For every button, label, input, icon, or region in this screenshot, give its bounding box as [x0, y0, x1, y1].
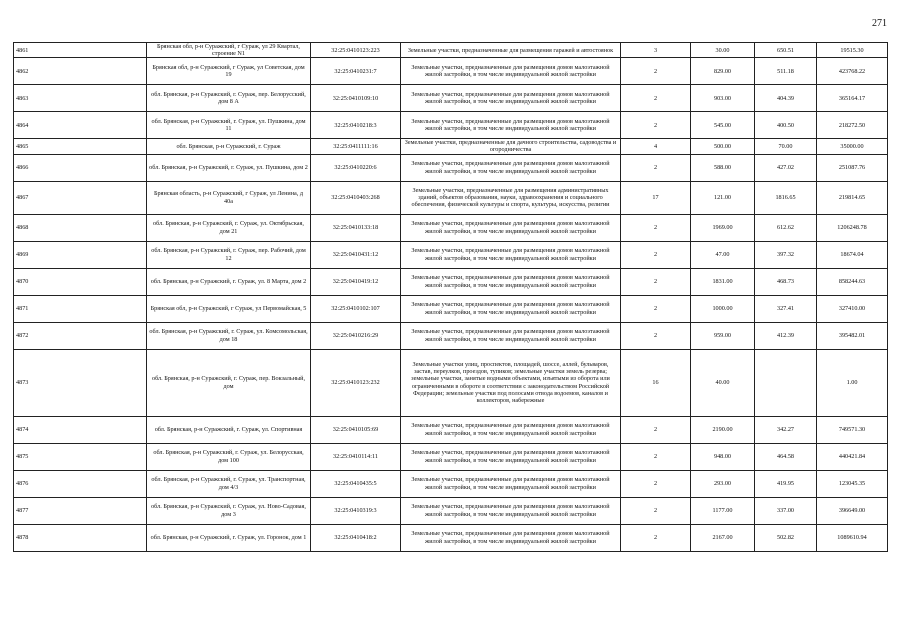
cadastral-number-cell: 32:25:0410123:223	[311, 43, 401, 58]
cadastral-number-cell: 32:25:0410133:18	[311, 214, 401, 241]
row-number: 4874	[14, 416, 147, 443]
land-use-cell: Земельные участки, предназначенные для размещения домов малоэтажной жилой застройки, в том числе индивидуальной жилой застройки	[401, 154, 621, 181]
table-row	[14, 43, 888, 58]
land-use-cell: Земельные участки, предназначенные для размещения домов малоэтажной жилой застройки, в том числе индивидуальной жилой застройки	[401, 85, 621, 112]
row-number: 4861	[14, 43, 147, 58]
table-row	[14, 295, 888, 322]
cadastral-value-cell: 327410.00	[817, 295, 888, 322]
specific-value-cell: 404.39	[755, 85, 817, 112]
area-cell: 903.00	[691, 85, 755, 112]
area-cell: 1177.00	[691, 497, 755, 524]
row-number: 4866	[14, 154, 147, 181]
area-cell: 30.00	[691, 43, 755, 58]
land-use-cell: Земельные участки, предназначенные для размещения домов малоэтажной жилой застройки, в том числе индивидуальной жилой застройки	[401, 524, 621, 551]
table-row	[14, 139, 888, 154]
group-cell: 2	[621, 416, 691, 443]
specific-value-cell: 412.39	[755, 322, 817, 349]
specific-value-cell: 400.50	[755, 112, 817, 139]
address-cell: обл. Брянская, р-н Суражский, г. Сураж, ул. Горонок, дом 1	[147, 524, 311, 551]
group-cell: 4	[621, 139, 691, 154]
row-number: 4862	[14, 58, 147, 85]
table-row	[14, 241, 888, 268]
address-cell: обл. Брянская, р-н Суражский, г. Сураж, ул. Комсомольская, дом 18	[147, 322, 311, 349]
page-number: 271	[872, 18, 887, 29]
cadastral-value-table	[13, 42, 888, 552]
address-cell: обл. Брянская, р-н Суражский, г. Сураж, ул. Транспортная, дом 4/3	[147, 470, 311, 497]
cadastral-value-cell: 35000.00	[817, 139, 888, 154]
cadastral-value-cell: 251087.76	[817, 154, 888, 181]
row-number: 4878	[14, 524, 147, 551]
specific-value-cell: 342.27	[755, 416, 817, 443]
group-cell: 2	[621, 112, 691, 139]
land-use-cell: Земельные участки, предназначенные для размещения домов малоэтажной жилой застройки, в том числе индивидуальной жилой застройки	[401, 322, 621, 349]
land-use-cell: Земельные участки, предназначенные для размещения домов малоэтажной жилой застройки, в том числе индивидуальной жилой застройки	[401, 497, 621, 524]
table-row	[14, 112, 888, 139]
land-use-cell: Земельные участки, предназначенные для размещения домов малоэтажной жилой застройки, в том числе индивидуальной жилой застройки	[401, 268, 621, 295]
cadastral-number-cell: 32:25:0411111:16	[311, 139, 401, 154]
address-cell: обл. Брянская, р-н Суражский, г. Сураж, пер. Белорусский, дом 8 А	[147, 85, 311, 112]
area-cell: 2167.00	[691, 524, 755, 551]
specific-value-cell: 511.18	[755, 58, 817, 85]
address-cell: обл. Брянская, р-н Суражский, г. Сураж, ул. Спортивная	[147, 416, 311, 443]
cadastral-number-cell: 32:25:0410123:232	[311, 349, 401, 416]
row-number: 4875	[14, 443, 147, 470]
area-cell: 40.00	[691, 349, 755, 416]
specific-value-cell: 464.58	[755, 443, 817, 470]
land-use-cell: Земельные участки, предназначенные для размещения гаражей и автостоянок	[401, 43, 621, 58]
group-cell: 2	[621, 443, 691, 470]
group-cell: 2	[621, 58, 691, 85]
cadastral-number-cell: 32:25:0410231:7	[311, 58, 401, 85]
land-use-cell: Земельные участки, предназначенные для размещения административных зданий, объектов образования, науки, здравоохранения и социального обеспечения, физической культуры и спорта, культуры, искусства, религии	[401, 181, 621, 214]
area-cell: 1969.00	[691, 214, 755, 241]
group-cell: 2	[621, 85, 691, 112]
cadastral-value-cell: 396649.00	[817, 497, 888, 524]
row-number: 4869	[14, 241, 147, 268]
address-cell: Брянская область, р-н Суражский, г Сураж, ул Ленина, д 40а	[147, 181, 311, 214]
table-row	[14, 268, 888, 295]
address-cell: обл. Брянская, р-н Суражский, г. Сураж, ул. Белорусская, дом 100	[147, 443, 311, 470]
table-row	[14, 349, 888, 416]
cadastral-value-cell: 440421.84	[817, 443, 888, 470]
table-row	[14, 214, 888, 241]
row-number: 4863	[14, 85, 147, 112]
cadastral-value-cell: 858244.63	[817, 268, 888, 295]
address-cell: Брянская обл, р-н Суражский, г Сураж, ул Советская, дом 19	[147, 58, 311, 85]
specific-value-cell: 427.02	[755, 154, 817, 181]
area-cell: 1831.00	[691, 268, 755, 295]
group-cell: 2	[621, 214, 691, 241]
cadastral-value-cell: 423768.22	[817, 58, 888, 85]
cadastral-value-cell: 1.00	[817, 349, 888, 416]
table-row	[14, 58, 888, 85]
specific-value-cell: 70.00	[755, 139, 817, 154]
area-cell: 588.00	[691, 154, 755, 181]
area-cell: 500.00	[691, 139, 755, 154]
cadastral-value-cell: 1206248.78	[817, 214, 888, 241]
cadastral-number-cell: 32:25:0410218:3	[311, 112, 401, 139]
cadastral-number-cell: 32:25:0410220:6	[311, 154, 401, 181]
address-cell: Брянская обл, р-н Суражский, г Сураж, ул Первомайская, 5	[147, 295, 311, 322]
area-cell: 1000.00	[691, 295, 755, 322]
cadastral-value-cell: 219814.65	[817, 181, 888, 214]
cadastral-number-cell: 32:25:0410109:10	[311, 85, 401, 112]
area-cell: 47.00	[691, 241, 755, 268]
land-use-cell: Земельные участки, предназначенные для размещения домов малоэтажной жилой застройки, в том числе индивидуальной жилой застройки	[401, 443, 621, 470]
address-cell: обл. Брянская, р-н Суражский, г. Сураж	[147, 139, 311, 154]
land-use-cell: Земельные участки, предназначенные для размещения домов малоэтажной жилой застройки, в том числе индивидуальной жилой застройки	[401, 112, 621, 139]
specific-value-cell: 327.41	[755, 295, 817, 322]
cadastral-number-cell: 32:25:0410435:5	[311, 470, 401, 497]
land-use-cell: Земельные участки, предназначенные для размещения домов малоэтажной жилой застройки, в том числе индивидуальной жилой застройки	[401, 295, 621, 322]
area-cell: 959.00	[691, 322, 755, 349]
group-cell: 2	[621, 241, 691, 268]
row-number: 4864	[14, 112, 147, 139]
row-number: 4870	[14, 268, 147, 295]
table-row	[14, 154, 888, 181]
land-use-cell: Земельные участки, предназначенные для размещения домов малоэтажной жилой застройки, в том числе индивидуальной жилой застройки	[401, 416, 621, 443]
group-cell: 2	[621, 322, 691, 349]
cadastral-number-cell: 32:25:0410418:2	[311, 524, 401, 551]
address-cell: обл. Брянская, р-н Суражский, г. Сураж, ул. Пушкина, дом 11	[147, 112, 311, 139]
address-cell: обл. Брянская, р-н Суражский, г. Сураж, ул. Ново-Садовая, дом 3	[147, 497, 311, 524]
group-cell: 2	[621, 154, 691, 181]
row-number: 4871	[14, 295, 147, 322]
table-row	[14, 443, 888, 470]
group-cell: 2	[621, 295, 691, 322]
cadastral-number-cell: 32:25:0410419:12	[311, 268, 401, 295]
cadastral-number-cell: 32:25:0410216:29	[311, 322, 401, 349]
cadastral-value-cell: 395482.01	[817, 322, 888, 349]
row-number: 4867	[14, 181, 147, 214]
address-cell: обл. Брянская, р-н Суражский, г. Сураж, пер. Вокзальный, дом	[147, 349, 311, 416]
group-cell: 3	[621, 43, 691, 58]
specific-value-cell: 612.62	[755, 214, 817, 241]
table-row	[14, 416, 888, 443]
row-number: 4876	[14, 470, 147, 497]
land-use-cell: Земельные участки, предназначенные для дачного строительства, садоводства и огородничества	[401, 139, 621, 154]
specific-value-cell: 502.82	[755, 524, 817, 551]
group-cell: 2	[621, 268, 691, 295]
table-row	[14, 497, 888, 524]
cadastral-value-cell: 1089610.94	[817, 524, 888, 551]
table-row	[14, 524, 888, 551]
cadastral-number-cell: 32:25:0410114:11	[311, 443, 401, 470]
cadastral-number-cell: 32:25:0410102:107	[311, 295, 401, 322]
land-use-cell: Земельные участки, предназначенные для размещения домов малоэтажной жилой застройки, в том числе индивидуальной жилой застройки	[401, 470, 621, 497]
group-cell: 2	[621, 497, 691, 524]
land-use-cell: Земельные участки, предназначенные для размещения домов малоэтажной жилой застройки, в том числе индивидуальной жилой застройки	[401, 241, 621, 268]
address-cell: обл. Брянская, р-н Суражский, г. Сураж, ул. Октябрьская, дом 21	[147, 214, 311, 241]
land-use-cell: Земельные участки, предназначенные для размещения домов малоэтажной жилой застройки, в том числе индивидуальной жилой застройки	[401, 58, 621, 85]
cadastral-value-cell: 19515.30	[817, 43, 888, 58]
cadastral-number-cell: 32:25:0410105:69	[311, 416, 401, 443]
group-cell: 16	[621, 349, 691, 416]
row-number: 4865	[14, 139, 147, 154]
cadastral-value-cell: 18674.04	[817, 241, 888, 268]
land-use-cell: Земельные участки, предназначенные для размещения домов малоэтажной жилой застройки, в том числе индивидуальной жилой застройки	[401, 214, 621, 241]
group-cell: 17	[621, 181, 691, 214]
table-row	[14, 470, 888, 497]
table-row	[14, 322, 888, 349]
area-cell: 2190.00	[691, 416, 755, 443]
area-cell: 121.00	[691, 181, 755, 214]
row-number: 4873	[14, 349, 147, 416]
cadastral-value-cell: 123045.35	[817, 470, 888, 497]
area-cell: 545.00	[691, 112, 755, 139]
cadastral-value-cell: 749571.30	[817, 416, 888, 443]
specific-value-cell: 419.95	[755, 470, 817, 497]
cadastral-number-cell: 32:25:0410431:12	[311, 241, 401, 268]
group-cell: 2	[621, 470, 691, 497]
specific-value-cell: 397.32	[755, 241, 817, 268]
cadastral-value-cell: 218272.50	[817, 112, 888, 139]
cadastral-value-cell: 365164.17	[817, 85, 888, 112]
specific-value-cell	[755, 349, 817, 416]
table-row	[14, 85, 888, 112]
group-cell: 2	[621, 524, 691, 551]
address-cell: обл. Брянская, р-н Суражский, г. Сураж, пер. Рабочий, дом 12	[147, 241, 311, 268]
row-number: 4877	[14, 497, 147, 524]
address-cell: обл. Брянская, р-н Суражский, г. Сураж, ул. Пушкина, дом 2	[147, 154, 311, 181]
row-number: 4868	[14, 214, 147, 241]
land-use-cell: Земельные участки улиц, проспектов, площадей, шоссе, аллей, бульваров, застав, переулков, проездов, тупиков; земельные участки земель резерва; земельные участки, занятые водными объектами, изъятыми из оборота или ограниченными в обороте в соответствии с законодательством Российской Федерации; земельные участки под полосами отвода водоемов, каналов и коллекторов, набережные	[401, 349, 621, 416]
cadastral-number-cell: 32:25:0410319:3	[311, 497, 401, 524]
cadastral-number-cell: 32:25:0410403:268	[311, 181, 401, 214]
area-cell: 948.00	[691, 443, 755, 470]
table-row	[14, 181, 888, 214]
address-cell: Брянская обл, р-н Суражский, г Сураж, ул 29 Квартал, строение N1	[147, 43, 311, 58]
specific-value-cell: 1816.65	[755, 181, 817, 214]
area-cell: 293.00	[691, 470, 755, 497]
specific-value-cell: 468.73	[755, 268, 817, 295]
row-number: 4872	[14, 322, 147, 349]
specific-value-cell: 650.51	[755, 43, 817, 58]
area-cell: 829.00	[691, 58, 755, 85]
specific-value-cell: 337.00	[755, 497, 817, 524]
address-cell: обл. Брянская, р-н Суражский, г. Сураж, ул. 8 Марта, дом 2	[147, 268, 311, 295]
